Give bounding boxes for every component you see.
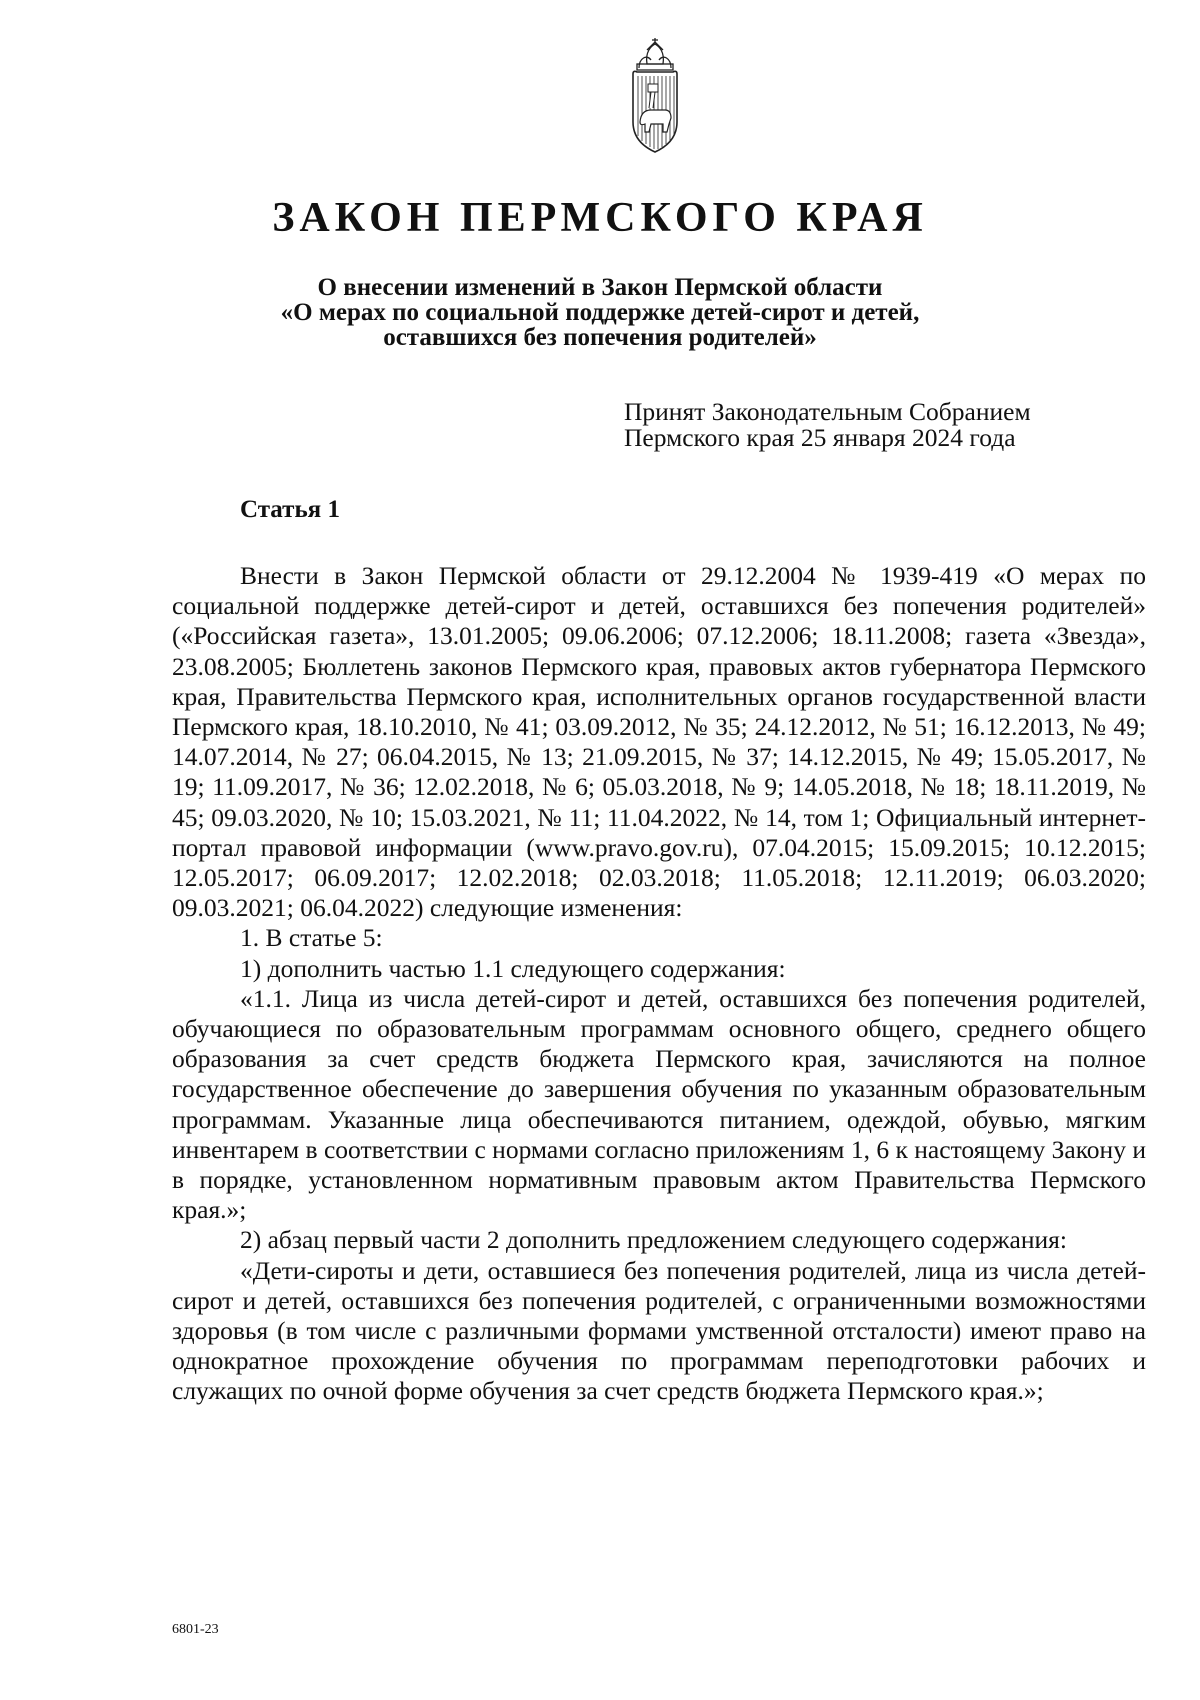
law-title: ЗАКОН ПЕРМСКОГО КРАЯ xyxy=(272,195,928,241)
article-heading: Статья 1 xyxy=(240,496,340,523)
paragraph: Внести в Закон Пермской области от 29.12.2004 № 1939-419 «О мерах по социальной поддержке детей-сирот и детей, оставшихся без попечения родителей» («Российская газета», 13.01.2005; 09.06.2006; 07.12.2006; 18.11.2008; газета «Звезда», 23.08.2005; Бюллетень законов Пермского края, правовых актов губернатора Пермского края, Правительства Пермского края, исполнительных органов государственной власти Пермского края, 18.10.2010, № 41; 03.09.2012, № 35; 24.12.2012, № 51; 16.12.2013, № 49; 14.07.2014, № 27; 06.04.2015, № 13; 21.09.2015, № 37; 14.12.2015, № 49; 15.05.2017, № 19; 11.09.2017, № 36; 12.02.2018, № 6; 05.03.2018, № 9; 14.05.2018, № 18; 18.11.2019, № 45; 09.03.2020, № 10; 15.03.2021, № 11; 11.04.2022, № 14, том 1; Официальный интернет-портал правовой информации (www.pravo.gov.ru), 07.04.2015; 15.09.2015; 10.12.2015; 12.05.2017; 06.09.2017; 12.02.2018; 02.03.2018; 11.05.2018; 12.11.2019; 06.03.2020; 09.03.2021; 06.04.2022) следующие изменения: xyxy=(172,561,1146,923)
paragraph: 2) абзац первый части 2 дополнить предложением следующего содержания: xyxy=(240,1225,1067,1255)
subtitle-line: оставшихся без попечения родителей» xyxy=(383,324,817,351)
paragraph: «Дети-сироты и дети, оставшиеся без попечения родителей, лица из числа детей-сирот и детей, оставшихся без попечения родителей, с ограниченными возможностями здоровья (в том числе с различными формами умственной отсталости) имеют право на однократное прохождение обучения по программам переподготовки рабочих и служащих по очной форме обучения за счет средств бюджета Пермского края.»; xyxy=(172,1255,1146,1406)
paragraph: 1. В статье 5: xyxy=(240,923,383,953)
coat-of-arms-icon xyxy=(625,38,685,154)
paragraph: 1) дополнить частью 1.1 следующего содержания: xyxy=(240,953,786,983)
document-code: 6801-23 xyxy=(172,1622,219,1637)
adoption-line: Принят Законодательным Собранием xyxy=(624,397,1031,426)
adoption-note xyxy=(624,399,1031,451)
subtitle-line: О внесении изменений в Закон Пермской области xyxy=(317,274,883,301)
subtitle-line: «О мерах по социальной поддержке детей-сирот и детей, xyxy=(280,299,920,326)
article-body xyxy=(172,561,1146,1407)
law-subtitle xyxy=(250,275,950,350)
paragraph: «1.1. Лица из числа детей-сирот и детей, оставшихся без попечения родителей, обучающиеся по образовательным программам основного общего, среднего общего образования за счет средств бюджета Пермского края, зачисляются на полное государственное обеспечение до завершения обучения по указанным образовательным программам. Указанные лица обеспечиваются питанием, одеждой, обувью, мягким инвентарем в соответствии с нормами согласно приложениям 1, 6 к настоящему Закону и в порядке, установленном нормативным правовым актом Правительства Пермского края.»; xyxy=(172,983,1146,1225)
adoption-line: Пермского края 25 января 2024 года xyxy=(624,423,1016,452)
